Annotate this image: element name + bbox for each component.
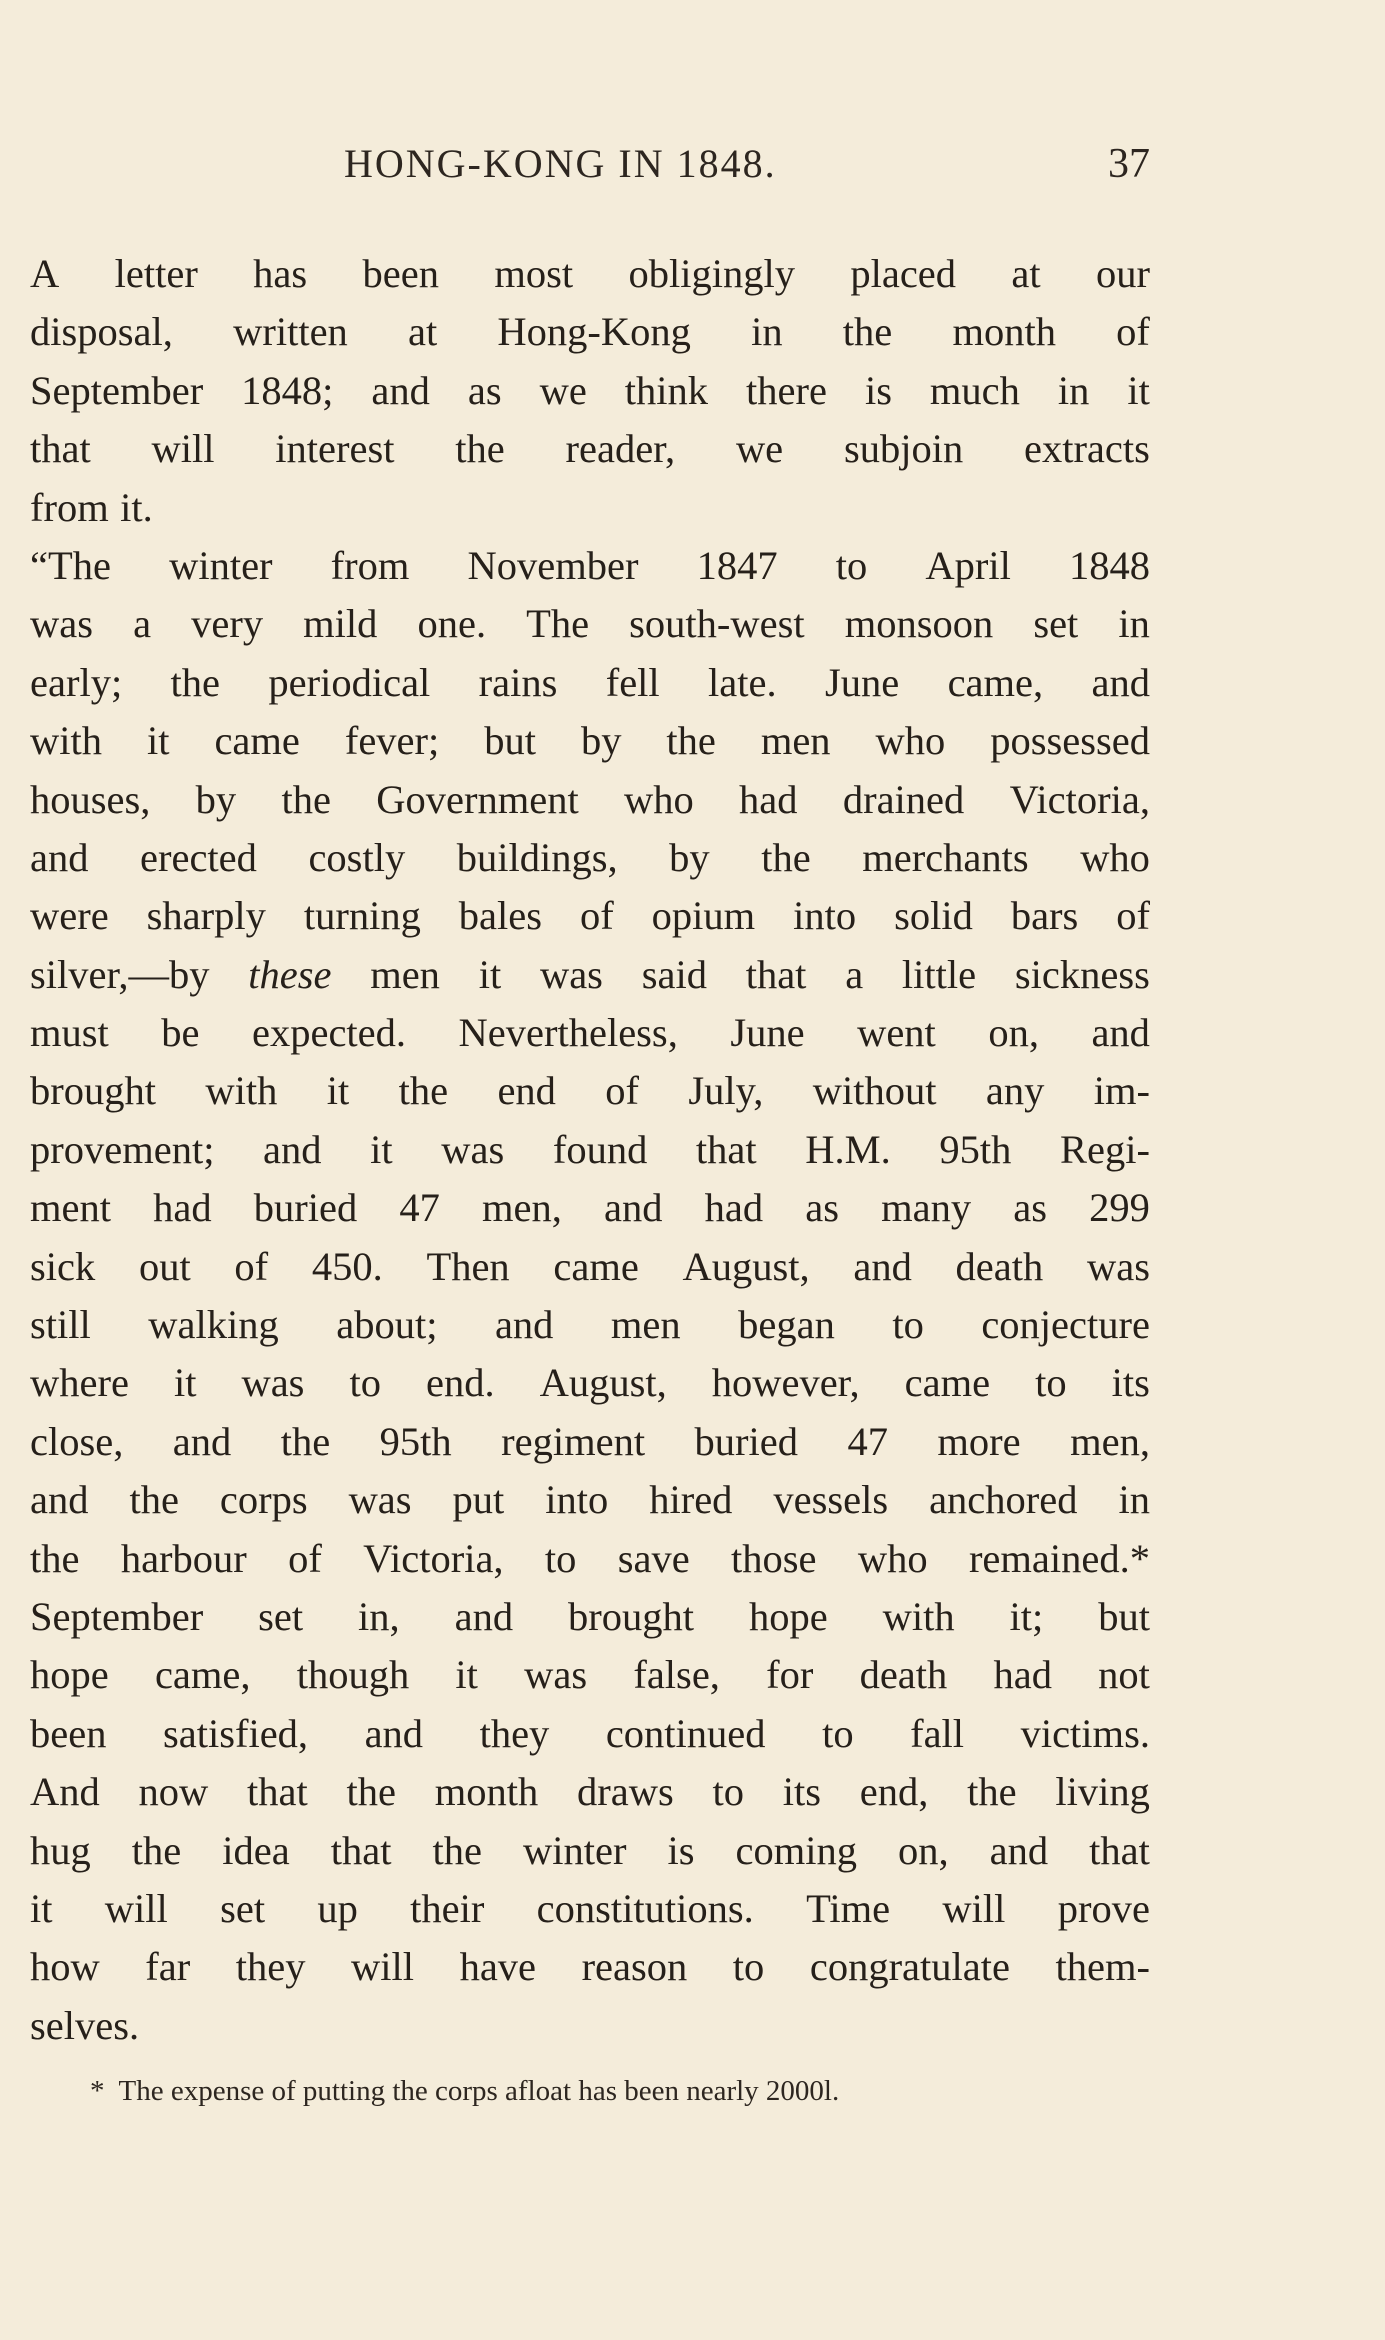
text-line: with it came fever; but by the men who possessed — [30, 718, 1150, 764]
text-line: September set in, and brought hope with it; but — [30, 1593, 1150, 1639]
running-title: HONG-KONG IN 1848. — [344, 141, 777, 186]
text-line: that will interest the reader, we subjoin extracts — [30, 426, 1150, 472]
text-line: September 1848; and as we think there is much in it — [30, 367, 1150, 413]
text-line: hug the idea that the winter is coming on, and that — [30, 1827, 1150, 1873]
text-line: been satisfied, and they continued to fall victims. — [30, 1710, 1150, 1756]
text-line: close, and the 95th regiment buried 47 more men, — [30, 1418, 1150, 1464]
text-line: early; the periodical rains fell late. June came, and — [30, 659, 1150, 705]
footnote-marker: * — [90, 2075, 105, 2107]
text-line: must be expected. Nevertheless, June went on, and — [30, 1010, 1150, 1056]
text-line: and erected costly buildings, by the merchants who — [30, 834, 1150, 880]
page-header — [30, 140, 1150, 192]
text-line: from it. — [30, 484, 153, 530]
text-line: was a very mild one. The south-west monsoon set in — [30, 601, 1150, 647]
text-line: “The winter from November 1847 to April 1848 — [30, 542, 1150, 588]
text-line: disposal, written at Hong-Kong in the month of — [30, 309, 1150, 355]
text-line: ment had buried 47 men, and had as many as 299 — [30, 1185, 1150, 1231]
text-line: houses, by the Government who had drained Victoria, — [30, 776, 1150, 822]
text-line: and the corps was put into hired vessels anchored in — [30, 1477, 1150, 1523]
text-line: brought with it the end of July, without any im- — [30, 1068, 1150, 1114]
footnote — [30, 2075, 1150, 2108]
page-number: 37 — [1108, 141, 1150, 187]
text-line: A letter has been most obligingly placed at our — [30, 251, 1150, 296]
footnote-text: The expense of putting the corps afloat has been nearly 2000l. — [118, 2075, 840, 2107]
text-line: where it was to end. August, however, came to its — [30, 1360, 1150, 1406]
text-line: how far they will have reason to congratulate them- — [30, 1944, 1150, 1990]
text-line: provement; and it was found that H.M. 95th Regi- — [30, 1126, 1150, 1172]
text-line: hope came, though it was false, for death had not — [30, 1652, 1150, 1698]
text-line: still walking about; and men began to conjecture — [30, 1302, 1150, 1348]
text-line: sick out of 450. Then came August, and death was — [30, 1243, 1150, 1289]
text-line: And now that the month draws to its end, the living — [30, 1769, 1150, 1815]
text-line: selves. — [30, 2002, 140, 2048]
body-text — [30, 245, 1150, 2055]
text-line: the harbour of Victoria, to save those who remained.* — [30, 1535, 1150, 1581]
text-line: it will set up their constitutions. Time will prove — [30, 1885, 1150, 1931]
text-line: were sharply turning bales of opium into solid bars of — [30, 893, 1150, 939]
text-line: silver,—by these men it was said that a little sickness — [30, 951, 1150, 997]
